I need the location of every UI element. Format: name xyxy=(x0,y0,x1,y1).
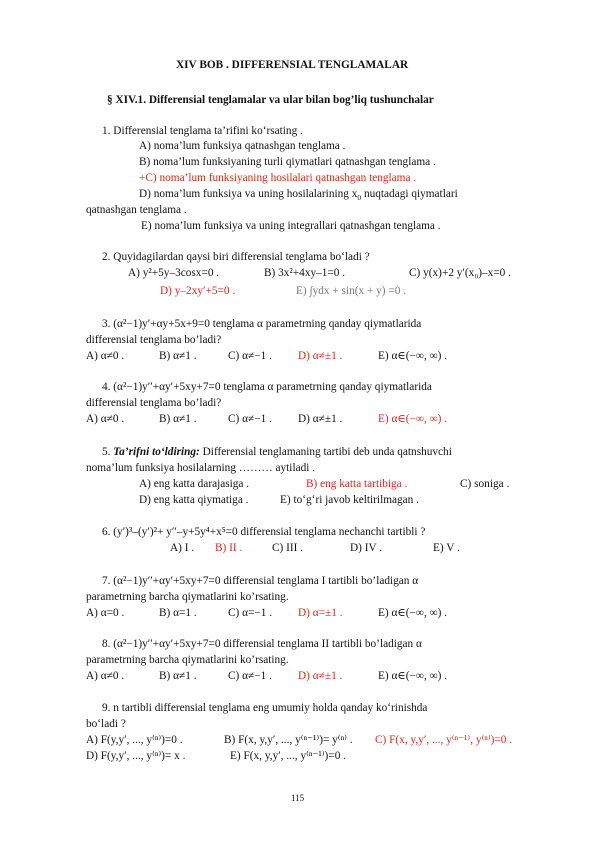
q9-stem-line1: 9. n tartibli differensial tenglama eng umumiy holda qanday ko‘rinishda xyxy=(102,702,428,714)
q8-stem-line1: 8. (α²−1)y′′+αy′+5xy+7=0 differensial tenglama II tartibli bo’ladigan α xyxy=(102,638,422,650)
q2-option-d: D) y–2xy′+5=0 . xyxy=(160,285,236,297)
q4-option-c: C) α≠−1 . xyxy=(228,413,272,425)
q3-option-b: B) α≠1 . xyxy=(159,350,197,362)
q3-stem-line1: 3. (α²−1)y′+αy+5x+9=0 tenglama α parametrning qanday qiymatlarida xyxy=(102,318,422,330)
q7-option-c: C) α=−1 . xyxy=(228,607,273,619)
q2-option-e: E) ∫ydx + sin(x + y) =0 . xyxy=(296,285,407,297)
q7-option-a: A) α=0 . xyxy=(86,607,125,619)
q9-option-e: E) F(x, y,y′, ..., y⁽ⁿ⁻¹⁾)=0 . xyxy=(230,750,346,762)
q1-stem: 1. Differensial tenglama ta’rifini ko‘rsating . xyxy=(102,125,303,137)
q8-option-b: B) α≠1 . xyxy=(159,670,197,682)
q5-stem-line2: noma’lum funksiya hosilalarning ……… aytiladi . xyxy=(86,462,316,474)
q4-stem-line2: differensial tenglama bo’ladi? xyxy=(86,397,222,409)
q1-option-d-line2: qatnashgan tenglama . xyxy=(86,204,187,216)
q2-option-c: C) y(x)+2 y′(x₀)–x=0 . xyxy=(409,267,511,279)
q2-option-b: B) 3x²+4xy–1=0 . xyxy=(264,267,346,279)
q7-stem-line1: 7. (α²−1)y′′+αy′+5xy+7=0 differensial tenglama I tartibli bo’ladigan α xyxy=(102,575,419,587)
q9-option-a: A) F(y,y′, ..., y⁽ⁿ⁾)=0 . xyxy=(86,734,183,746)
q6-option-e: E) V . xyxy=(433,542,460,554)
chapter-title: XIV BOB . DIFFERENSIAL TENGLAMALAR xyxy=(176,59,409,71)
q3-option-d: D) α≠±1 . xyxy=(298,350,343,362)
q5-option-e: E) to‘g‘ri javob keltirilmagan . xyxy=(280,494,419,506)
q1-option-c: +C) noma’lum funksiyaning hosilalari qatnashgan tenglama . xyxy=(139,172,417,184)
q1-option-d-line1: D) noma’lum funksiya va uning hosilalarining $x_0$ nuqtadagi qiymatlari xyxy=(139,188,458,203)
q4-option-d: D) α≠±1 . xyxy=(298,413,343,425)
q1-option-e: E) noma’lum funksiya va uning integrallari qatnashgan tenglama . xyxy=(141,220,441,232)
q8-option-a: A) α≠0 . xyxy=(86,670,125,682)
q6-option-a: A) I . xyxy=(170,542,195,554)
q1-option-b: B) noma’lum funksiyaning turli qiymatlari qatnashgan tenglama . xyxy=(139,156,436,168)
q8-option-e: E) α∈(−∞, ∞) . xyxy=(378,670,448,682)
q7-option-d: D) α=±1 . xyxy=(298,607,343,619)
q6-option-d: D) IV . xyxy=(350,542,383,554)
q3-option-a: A) α≠0 . xyxy=(86,350,125,362)
q3-option-e: E) α∈(−∞, ∞) . xyxy=(378,350,448,362)
q6-stem: 6. (y′)³–(y′)²+ y′′–y+5y⁴+x⁵=0 differensial tenglama nechanchi tartibli ? xyxy=(102,526,426,538)
q8-option-c: C) α≠−1 . xyxy=(228,670,272,682)
q3-stem-line2: differensial tenglama bo’ladi? xyxy=(86,334,222,346)
q7-option-e: E) α∈(−∞, ∞) . xyxy=(378,607,448,619)
q9-option-c: C) F(x, y,y′, ..., y⁽ⁿ⁻¹⁾, y⁽ⁿ⁾)=0 . xyxy=(375,734,513,746)
q6-option-c: C) III . xyxy=(272,542,304,554)
q5-option-d: D) eng katta qiymatiga . xyxy=(139,494,249,506)
q9-stem-line2: bo‘ladi ? xyxy=(86,718,126,730)
q9-option-d: D) F(y,y′, ..., y⁽ⁿ⁾)= x . xyxy=(86,750,186,762)
q1-option-a: A) noma’lum funksiya qatnashgan tenglama . xyxy=(139,140,346,152)
q5-option-a: A) eng katta darajasiga . xyxy=(139,478,250,490)
q4-stem-line1: 4. (α²−1)y′′+αy′+5xy+7=0 tenglama α parametrning qanday qiymatlarida xyxy=(102,381,432,393)
q4-option-e: E) α∈(−∞, ∞) . xyxy=(378,413,448,425)
q2-stem: 2. Quyidagilardan qaysi biri differensial tenglama bo‘ladi ? xyxy=(102,251,370,263)
q4-option-b: B) α≠1 . xyxy=(159,413,197,425)
q9-option-b: B) F(x, y,y′, ..., y⁽ⁿ⁻¹⁾)= y⁽ⁿ⁾ . xyxy=(224,734,353,746)
q6-option-b: B) II . xyxy=(215,542,243,554)
q5-option-b: B) eng katta tartibiga . xyxy=(306,478,408,490)
q8-stem-line2: parametrning barcha qiymatlarini ko’rsating. xyxy=(86,654,289,666)
section-heading: § XIV.1. Differensial tenglamalar va ular bilan bog’liq tushunchalar xyxy=(107,94,434,106)
q2-option-a: A) y²+5y–3cosx=0 . xyxy=(128,267,220,279)
q5-option-c: C) soniga . xyxy=(460,478,510,490)
q5-stem-line1: 5. Ta’rifni to‘ldiring: Differensial tenglamaning tartibi deb unda qatnshuvchi xyxy=(102,446,452,458)
q7-stem-line2: parametrning barcha qiymatlarini ko’rsating. xyxy=(86,591,289,603)
q4-option-a: A) α≠0 . xyxy=(86,413,125,425)
q7-option-b: B) α=1 . xyxy=(159,607,197,619)
page-number: 115 xyxy=(291,793,305,803)
q3-option-c: C) α≠−1 . xyxy=(228,350,272,362)
q8-option-d: D) α≠±1 . xyxy=(298,670,343,682)
